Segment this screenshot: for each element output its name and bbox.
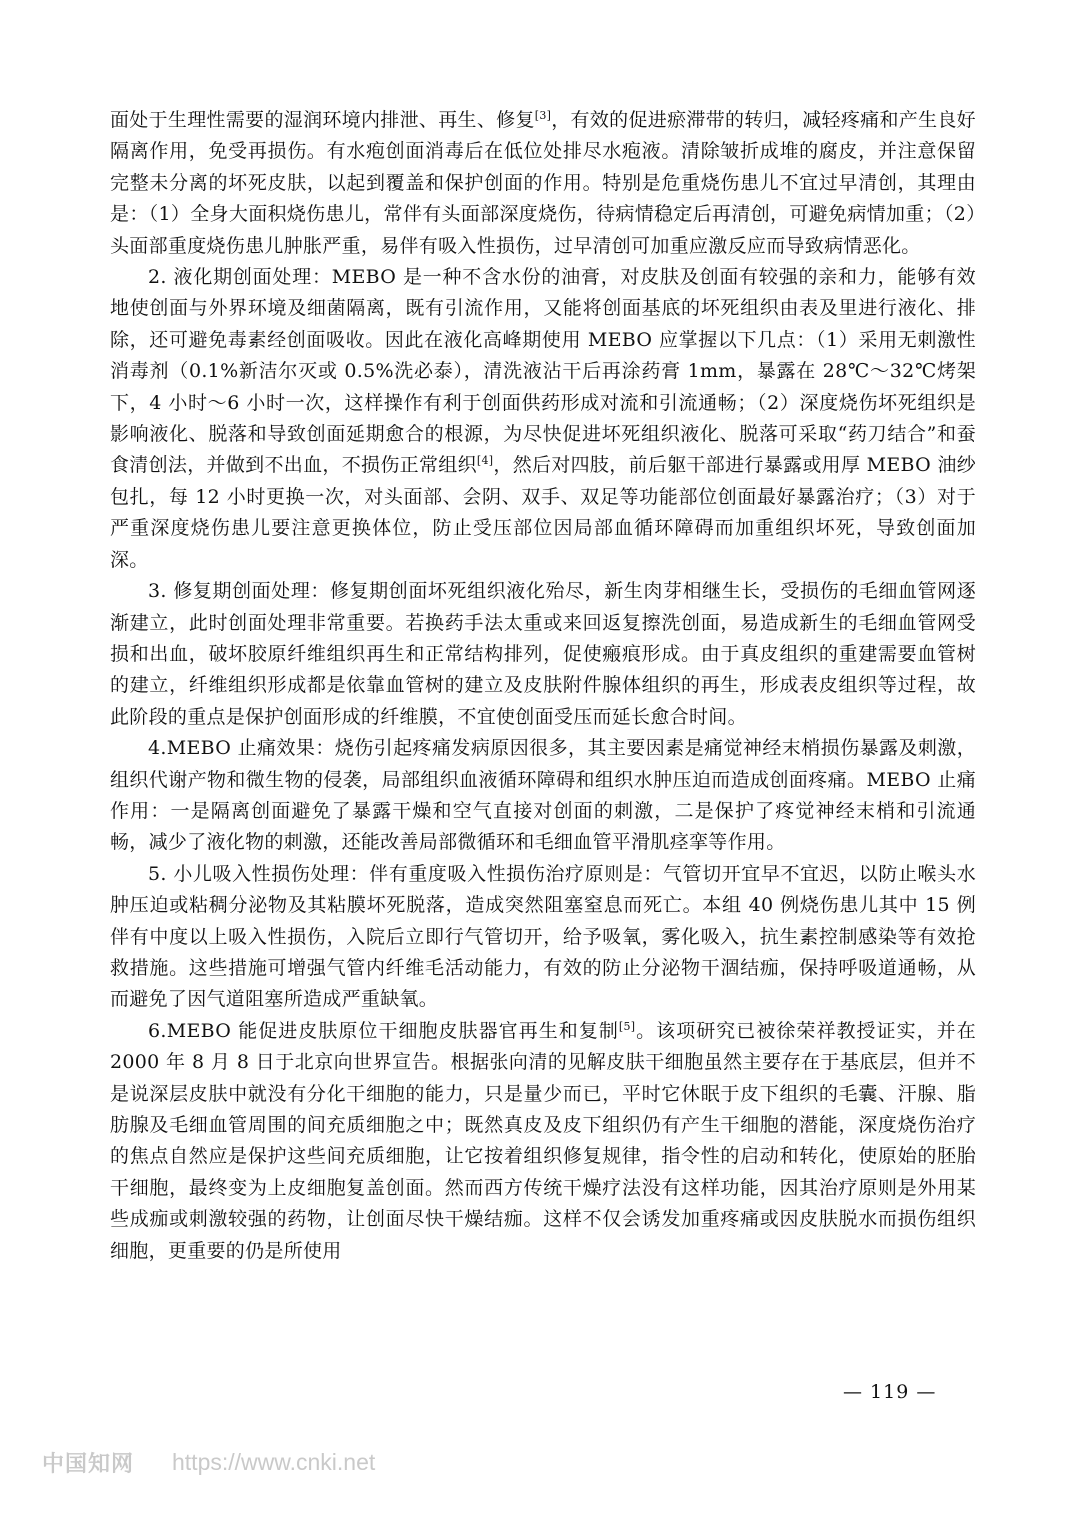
paragraph-text: 6.MEBO 能促进皮肤原位干细胞皮肤器官再生和复制 (148, 1019, 619, 1042)
article-body (110, 105, 976, 1267)
paragraph-text: ，有效的促进瘀滞带的转归，减轻疼痛和产生良好隔离作用，免受再损伤。有水疱创面消毒后在低位处排尽水疱液。清除皱折成堆的腐皮，并注意保留完整未分离的坏死皮肤，以起到覆盖和保护创面的作用。特别是危重烧伤患儿不宜过早清创，其理由是：（1）全身大面积烧伤患儿，常伴有头面部深度烧伤，待病情稳定后再清创，可避免病情加重；（2）头面部重度烧伤患儿肿胀严重，易伴有吸入性损伤，过早清创可加重应激反应而导致病情恶化。 (110, 109, 976, 257)
page-number: — 119 — (843, 1381, 937, 1403)
paragraph-text: 2. 液化期创面处理：MEBO 是一种不含水份的油膏，对皮肤及创面有较强的亲和力，能够有效地使创面与外界环境及细菌隔离，既有引流作用，又能将创面基底的坏死组织由表及里进行液化、排除，还可避免毒素经创面吸收。因此在液化高峰期使用 MEBO 应掌握以下几点：（1）采用无刺激性消毒剂（0.1%新洁尔灭或 0.5%洗必泰），清洗液沾干后再涂药膏 1mm，暴露在 28℃～32℃烤架下，4 小时～6 小时一次，这样操作有利于创面供药形成对流和引流通畅；（2）深度烧伤坏死组织是影响液化、脱落和导致创面延期愈合的根源，为尽快促进坏死组织液化、脱落可采取“药刀结合”和蚕食清创法，并做到不出血，不损伤正常组织 (110, 266, 976, 477)
paragraph-text: 3. 修复期创面处理：修复期创面坏死组织液化殆尽，新生肉芽相继生长，受损伤的毛细血管网逐渐建立，此时创面处理非常重要。若换药手法太重或来回返复擦洗创面，易造成新生的毛细血管网受损和出血，破坏胶原纤维组织再生和正常结构排列，促使瘢痕形成。由于真皮组织的重建需要血管树的建立，纤维组织形成都是依靠血管树的建立及皮肤附件腺体组织的再生，形成表皮组织等过程，故此阶段的重点是保护创面形成的纤维膜，不宜使创面受压而延长愈合时间。 (110, 580, 976, 728)
paragraph (110, 105, 976, 262)
paragraph (110, 576, 976, 733)
paragraph-text: ，然后对四肢，前后躯干部进行暴露或用厚 MEBO 油纱包扎，每 12 小时更换一次，对头面部、会阴、双手、双足等功能部位创面最好暴露治疗；（3）对于严重深度烧伤患儿要注意更换体位，防止受压部位因局部血循环障碍而加重组织坏死，导致创面加深。 (110, 454, 976, 571)
citation-ref: [5] (618, 1019, 636, 1033)
paragraph-text: 面处于生理性需要的湿润环境内排泄、再生、修复 (110, 109, 535, 131)
paragraph-text: 5. 小儿吸入性损伤处理：伴有重度吸入性损伤治疗原则是：气管切开宜早不宜迟，以防止喉头水肿压迫或粘稠分泌物及其粘膜坏死脱落，造成突然阻塞窒息而死亡。本组 40 例烧伤患儿其中 15 例伴有中度以上吸入性损伤，入院后立即行气管切开，给予吸氧，雾化吸入，抗生素控制感染等有效抢救措施。这些措施可增强气管内纤维毛活动能力，有效的防止分泌物干涸结痂，保持呼吸道通畅，从而避免了因气道阻塞所造成严重缺氧。 (110, 862, 976, 1011)
paragraph-text: 。该项研究已被徐荣祥教授证实，并在 2000 年 8 月 8 日于北京向世界宣告。根据张向清的见解皮肤干细胞虽然主要存在于基底层，但并不是说深层皮肤中就没有分化干细胞的能力，只是量少而已，平时它休眠于皮下组织的毛囊、汗腺、脂肪腺及毛细血管周围的间充质细胞之中；既然真皮及皮下组织仍有产生干细胞的潜能，深度烧伤治疗的焦点自然应是保护这些间充质细胞，让它按着组织修复规律，指令性的启动和转化，使原始的胚胎干细胞，最终变为上皮细胞复盖创面。然而西方传统干燥疗法没有这样功能，因其治疗原则是外用某些成痂或刺激较强的药物，让创面尽快干燥结痂。这样不仅会诱发加重疼痛或因皮肤脱水而损伤组织细胞，更重要的仍是所使用 (110, 1019, 976, 1262)
paragraph (110, 859, 976, 1016)
paragraph (110, 1016, 976, 1267)
paragraph (110, 733, 976, 859)
paragraph (110, 262, 976, 576)
cnki-logo-text: 中国知网 (42, 1452, 135, 1477)
citation-ref: [3] (534, 109, 552, 122)
paragraph-text: 4.MEBO 止痛效果：烧伤引起疼痛发病原因很多，其主要因素是痛觉神经末梢损伤暴露及刺激，组织代谢产物和微生物的侵袭，局部组织血液循环障碍和组织水肿压迫而造成创面疼痛。MEBO 止痛作用：一是隔离创面避免了暴露干燥和空气直接对创面的刺激，二是保护了疼觉神经末梢和引流通畅，减少了液化物的刺激，还能改善局部微循环和毛细血管平滑肌痉挛等作用。 (110, 737, 976, 854)
citation-ref: [4] (476, 454, 494, 468)
cnki-url[interactable]: https://www.cnki.net (172, 1449, 376, 1475)
